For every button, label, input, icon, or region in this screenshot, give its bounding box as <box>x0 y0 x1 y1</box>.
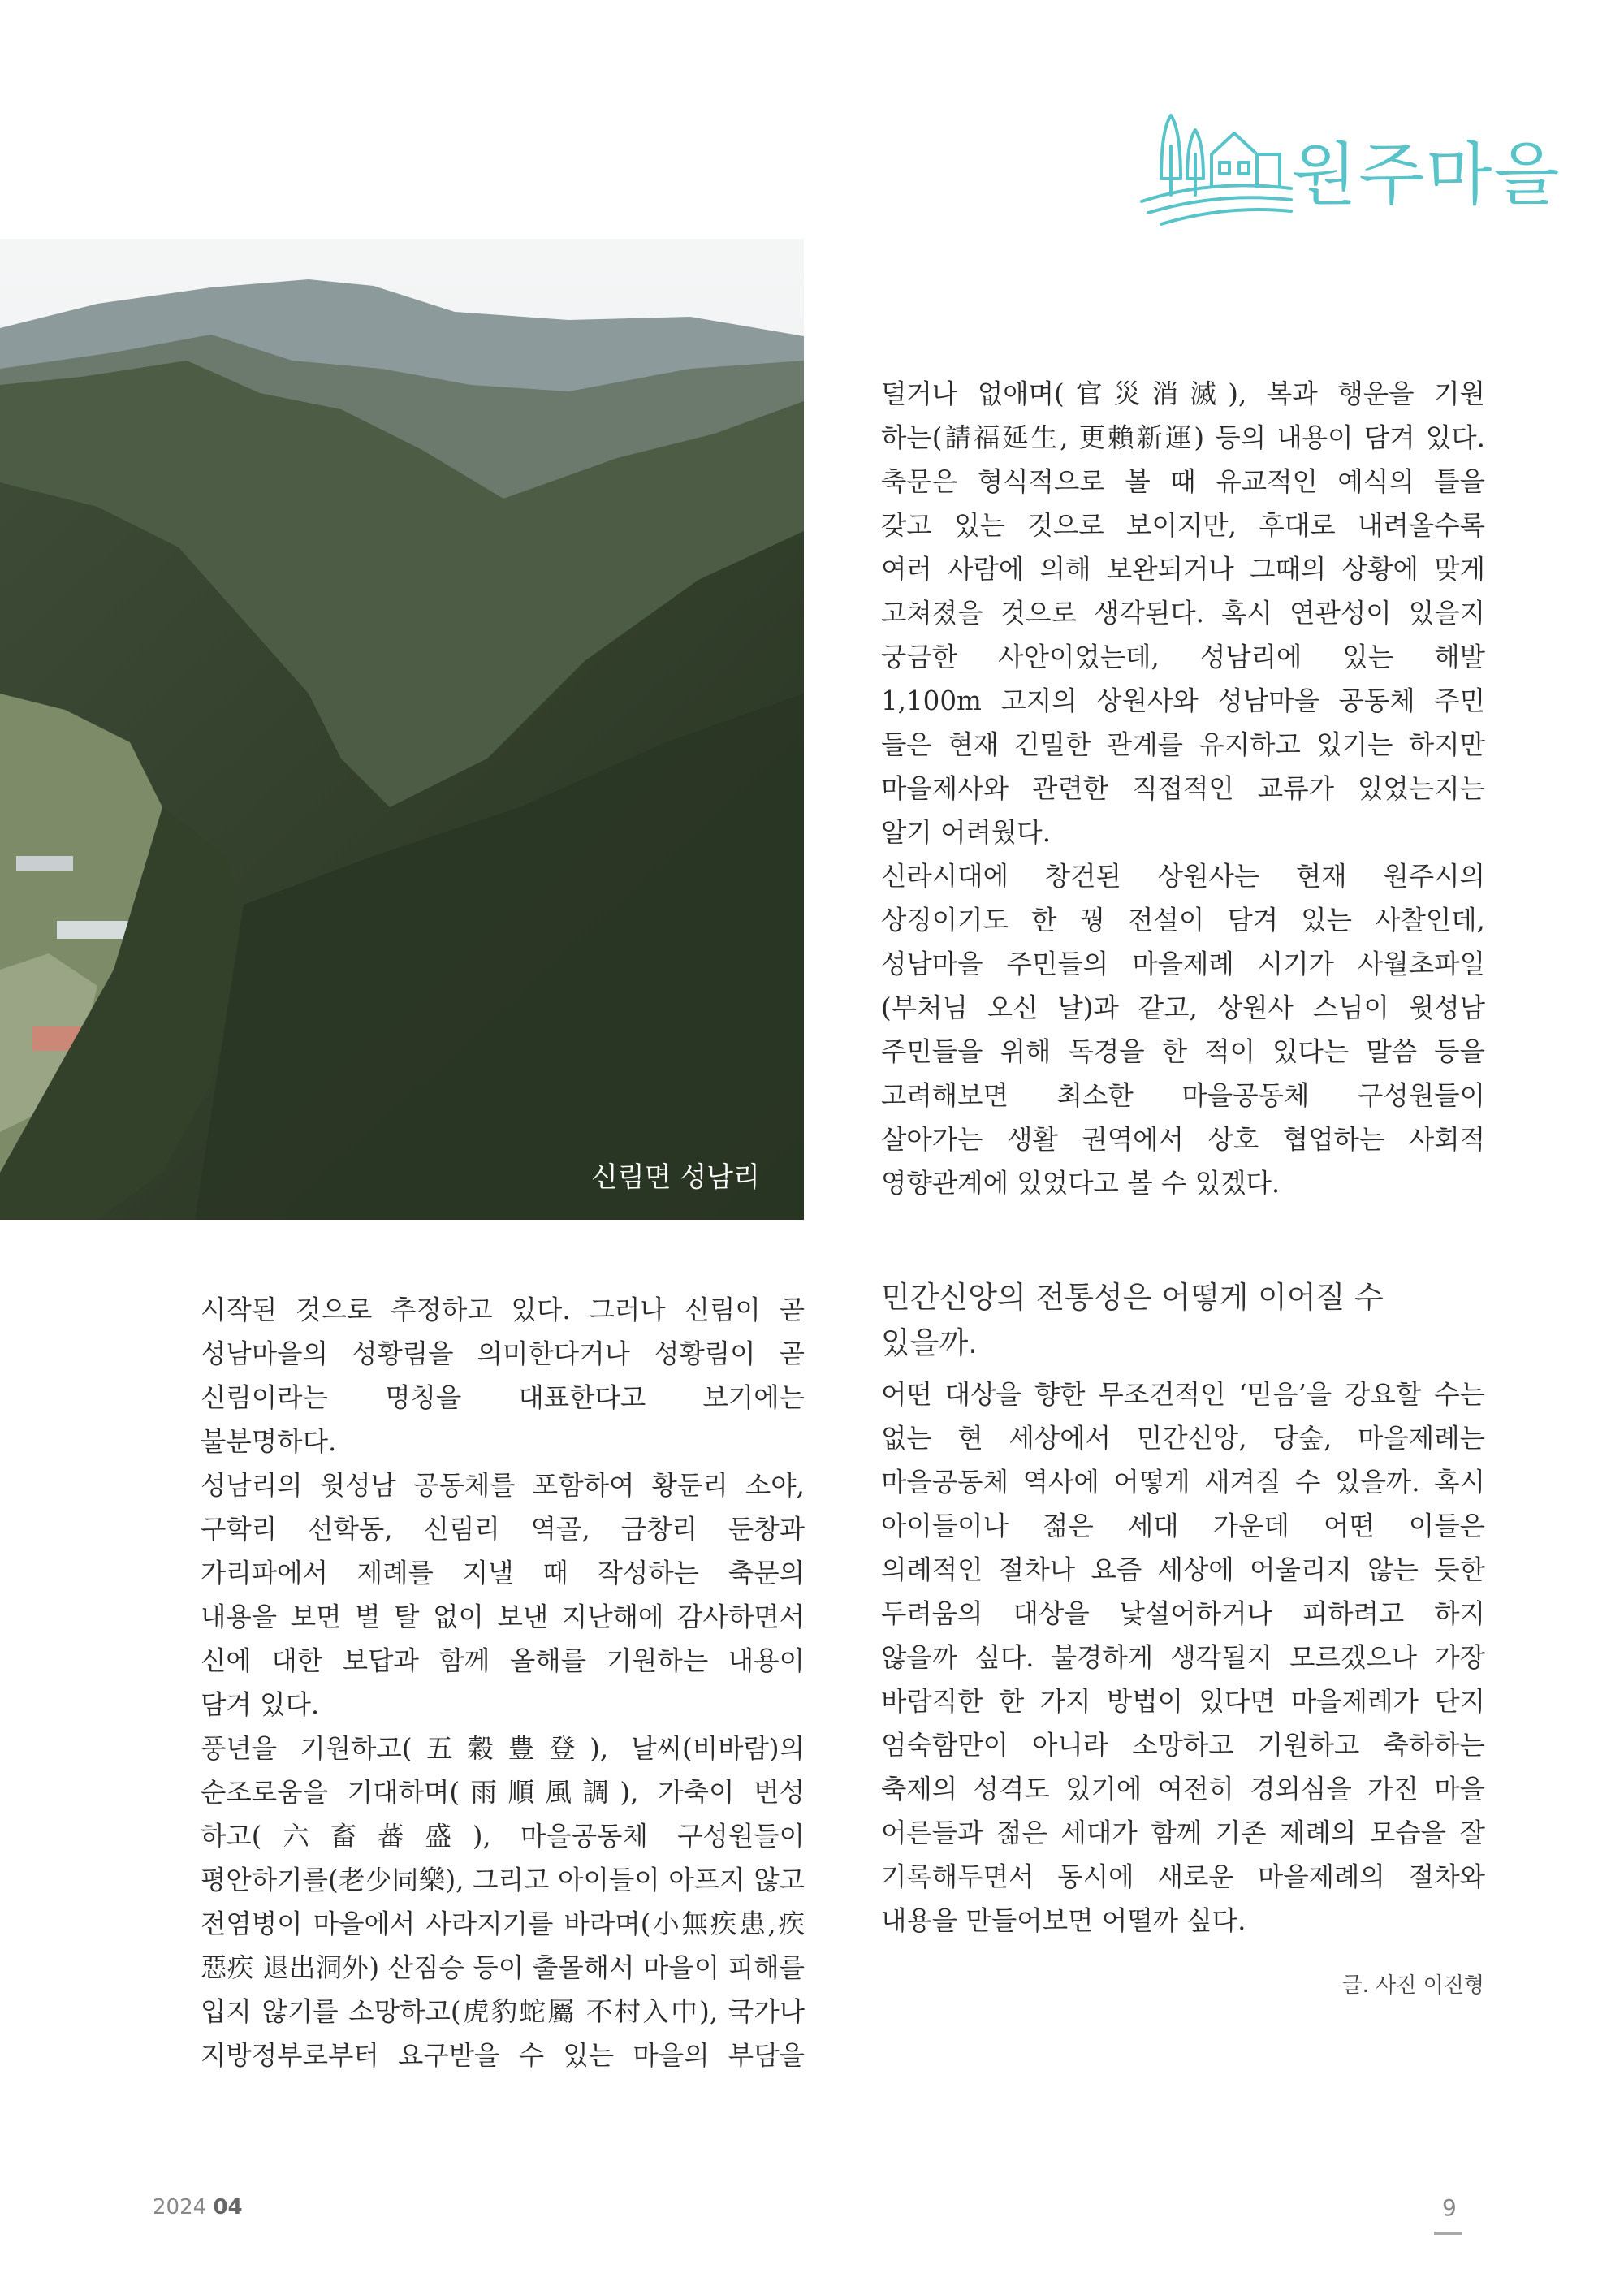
text-line: 성남마을의 성황림을 의미한다거나 성황림이 곧 <box>201 1338 805 1369</box>
text-line: 내용을 만들어보면 어떨까 싶다. <box>881 1905 1246 1936</box>
text-line: 고려해보면 최소한 마을공동체 구성원들이 <box>881 1080 1485 1111</box>
text-line: 마을제사와 관련한 직접적인 교류가 있었는지는 <box>881 773 1485 804</box>
section-heading-line: 민간신앙의 전통성은 어떻게 이어질 수 <box>881 1280 1384 1315</box>
text-line: 고쳐졌을 것으로 생각된다. 혹시 연관성이 있을지 <box>881 598 1485 629</box>
text-line: 없는 현 세상에서 민간신앙, 당숲, 마을제례는 <box>881 1423 1485 1454</box>
text-line: (부처님 오신 날)과 같고, 상원사 스님이 윗성남 <box>881 992 1485 1023</box>
text-line: 신에 대한 보답과 함께 올해를 기원하는 내용이 <box>201 1645 805 1676</box>
body-text-right-top <box>881 372 1485 1205</box>
text-line: 들은 현재 긴밀한 관계를 유지하고 있기는 하지만 <box>881 729 1485 760</box>
text-line: 엄숙함만이 아니라 소망하고 기원하고 축하하는 <box>881 1730 1485 1761</box>
text-line: 기록해두면서 동시에 새로운 마을제례의 절차와 <box>881 1861 1485 1892</box>
text-line: 입지 않기를 소망하고(虎豹蛇屬 不村入中), 국가나 <box>201 1996 805 2027</box>
text-line: 어떤 대상을 향한 무조건적인 ‘믿음’을 강요할 수는 <box>881 1379 1485 1410</box>
text-line: 두려움의 대상을 낯설어하거나 피하려고 하지 <box>881 1598 1485 1629</box>
text-line: 아이들이나 젊은 세대 가운데 어떤 이들은 <box>881 1511 1485 1541</box>
text-line: 상징이기도 한 꿩 전설이 담겨 있는 사찰인데, <box>881 905 1485 936</box>
body-text-left <box>201 1288 805 2077</box>
text-line: 주민들을 위해 독경을 한 적이 있다는 말씀 등을 <box>881 1036 1485 1067</box>
photo-caption: 신림면 성남리 <box>591 1161 760 1194</box>
text-line: 성남마을 주민들의 마을제례 시기가 사월초파일 <box>881 949 1485 979</box>
text-line: 지방정부로부터 요구받을 수 있는 마을의 부담을 <box>201 2040 805 2071</box>
text-line: 궁금한 사안이었는데, 성남리에 있는 해발 <box>881 642 1485 672</box>
text-line: 어른들과 젊은 세대가 함께 기존 제례의 모습을 잘 <box>881 1817 1485 1848</box>
text-line: 여러 사람에 의해 보완되거나 그때의 상황에 맞게 <box>881 554 1485 585</box>
page-number: 9 <box>1442 2194 1457 2221</box>
text-line: 알기 어려웠다. <box>881 817 1052 848</box>
text-line: 의례적인 절차나 요즘 세상에 어울리지 않는 듯한 <box>881 1554 1485 1585</box>
text-line: 가리파에서 제례를 지낼 때 작성하는 축문의 <box>201 1558 805 1588</box>
text-line: 신림이라는 명칭을 대표한다고 보기에는 <box>201 1382 805 1413</box>
text-line: 하고(六畜蕃盛), 마을공동체 구성원들이 <box>201 1821 805 1852</box>
section-heading <box>881 1275 1485 1366</box>
text-line: 갖고 있는 것으로 보이지만, 후대로 내려올수록 <box>881 510 1485 541</box>
landscape-photo <box>0 239 804 1220</box>
text-line: 내용을 보면 별 탈 없이 보낸 지난해에 감사하면서 <box>201 1601 805 1632</box>
text-line: 전염병이 마을에서 사라지기를 바라며(小無疾患,疾 <box>201 1908 805 1939</box>
text-line: 1,100m 고지의 상원사와 성남마을 공동체 주민 <box>881 685 1485 716</box>
text-line: 성남리의 윗성남 공동체를 포함하여 황둔리 소야, <box>201 1470 805 1501</box>
text-line: 마을공동체 역사에 어떻게 새겨질 수 있을까. 혹시 <box>881 1467 1485 1498</box>
text-line: 하는(請福延生, 更賴新運) 등의 내용이 담겨 있다. <box>881 422 1485 453</box>
text-line: 축제의 성격도 있기에 여전히 경외심을 가진 마을 <box>881 1774 1485 1804</box>
text-line: 순조로움을 기대하며(雨順風調), 가축이 번성 <box>201 1777 805 1808</box>
body-text-right-bottom <box>881 1372 1485 1943</box>
section-heading-line: 있을까. <box>881 1325 978 1360</box>
logo-title: 원주마을 <box>1291 135 1561 214</box>
text-line: 살아가는 생활 권역에서 상호 협업하는 사회적 <box>881 1124 1485 1155</box>
text-line: 신라시대에 창건된 상원사는 현재 원주시의 <box>881 861 1485 892</box>
text-line: 惡疾 退出洞外) 산짐승 등이 출몰해서 마을이 피해를 <box>201 1952 805 1983</box>
author-credit: 글. 사진 이진형 <box>1341 1973 1484 1998</box>
text-line: 덜거나 없애며(官災消滅), 복과 행운을 기원 <box>881 378 1485 409</box>
text-line: 축문은 형식적으로 볼 때 유교적인 예식의 틀을 <box>881 466 1485 497</box>
issue-number: 04 <box>213 2195 243 2219</box>
text-line: 평안하기를(老少同樂), 그리고 아이들이 아프지 않고 <box>201 1865 805 1895</box>
text-line: 불분명하다. <box>201 1426 337 1457</box>
text-line: 시작된 것으로 추정하고 있다. 그러나 신림이 곧 <box>201 1294 805 1325</box>
page-number-underline <box>1434 2232 1462 2235</box>
text-line: 바람직한 한 가지 방법이 있다면 마을제례가 단지 <box>881 1686 1485 1717</box>
issue-year: 2024 <box>153 2195 207 2219</box>
text-line: 영향관계에 있었다고 볼 수 있겠다. <box>881 1168 1281 1199</box>
text-line: 풍년을 기원하고(五穀豊登), 날씨(비바람)의 <box>201 1733 805 1764</box>
text-line: 않을까 싶다. 불경하게 생각될지 모르겠으나 가장 <box>881 1642 1485 1673</box>
text-line: 담겨 있다. <box>201 1689 320 1720</box>
text-line: 구학리 선학동, 신림리 역골, 금창리 둔창과 <box>201 1514 805 1545</box>
issue-label <box>153 2195 243 2219</box>
